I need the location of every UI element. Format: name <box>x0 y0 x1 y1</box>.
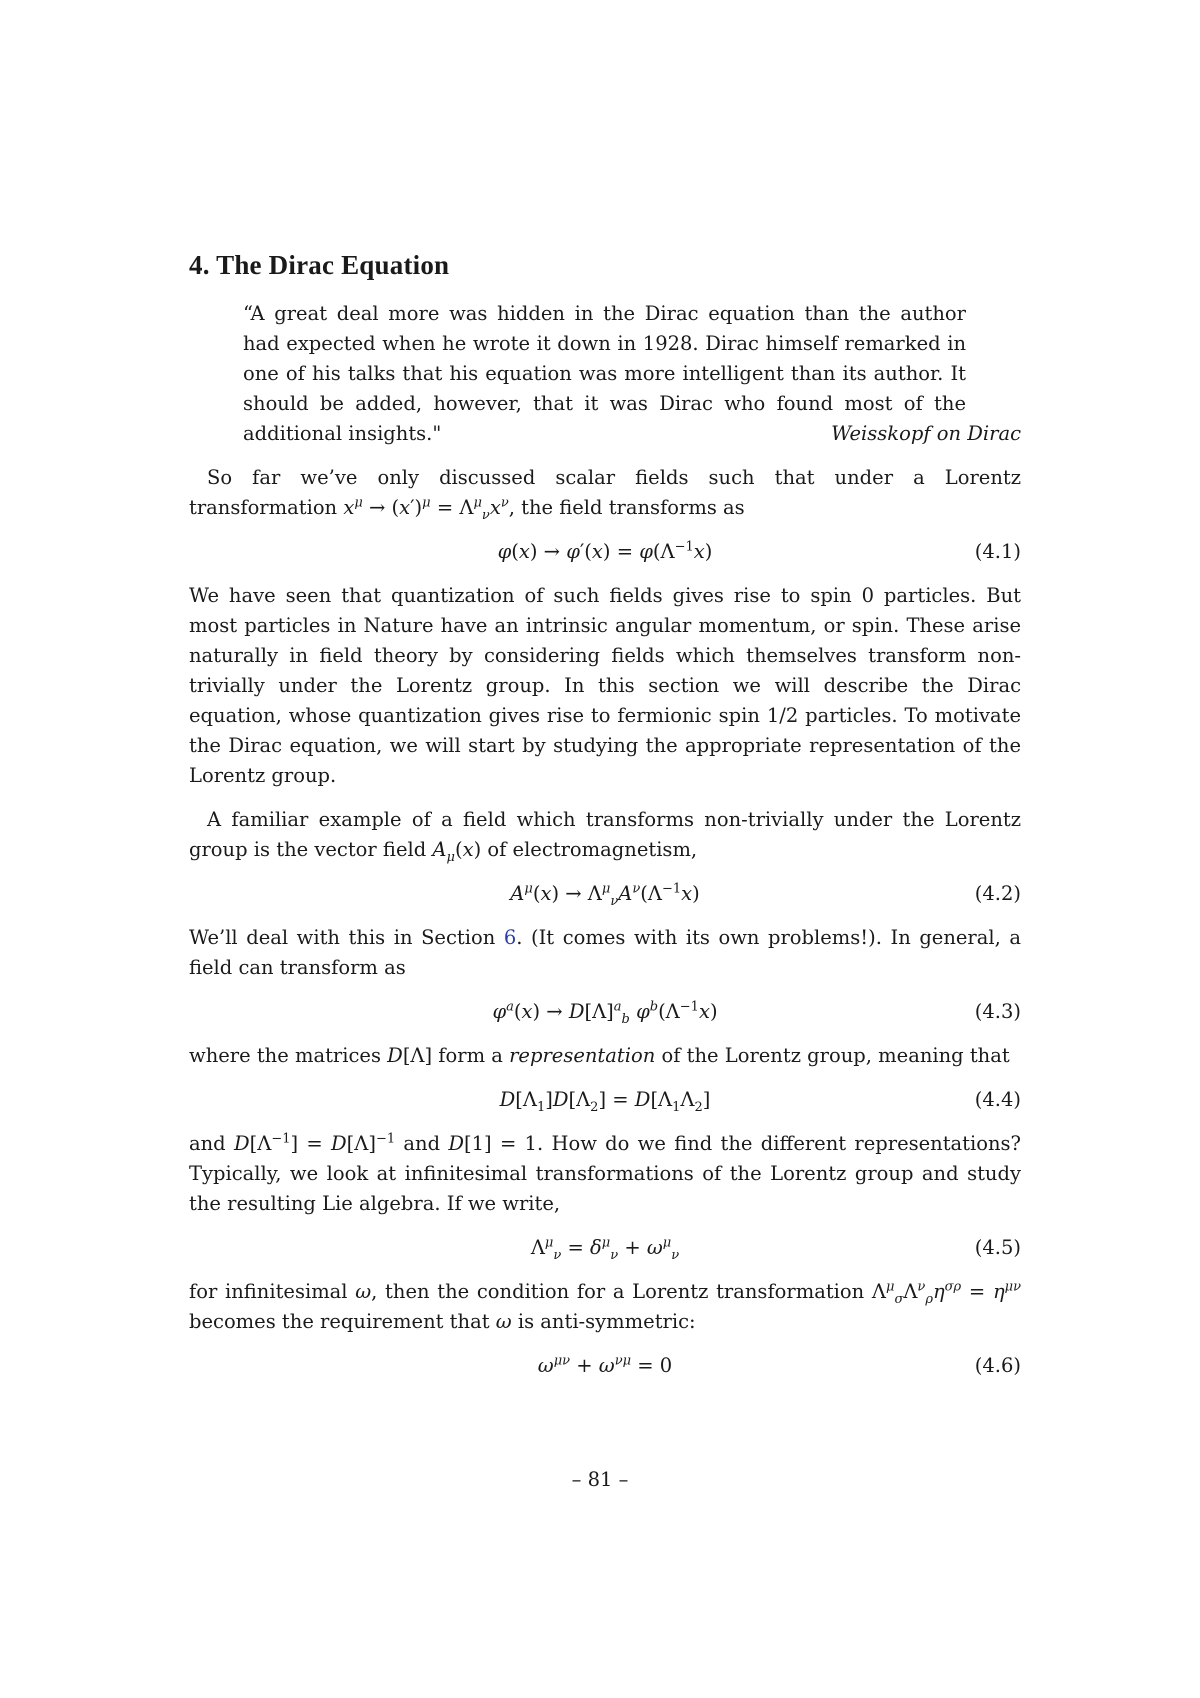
equation-4-6: $\omega^{\mu\nu} + \omega^{\nu\mu} = 0$ (4.6) <box>189 1351 1021 1381</box>
epigraph-text: “A great deal more was hidden in the Dirac equation than the author had expected when he wrote it down in 1928. Dirac himself remarked in one of his talks that his equation was more intelligent than its author. It should be added, however, that it was Dirac who found most of the additional insights." <box>243 302 966 445</box>
equation-4-4: $D[\Lambda_1]D[\Lambda_2] = D[\Lambda_1\Lambda_2]$ (4.4) <box>189 1085 1021 1115</box>
equation-number: (4.1) <box>974 540 1021 563</box>
paragraph: and $D[\Lambda^{-1}] = D[\Lambda]^{-1}$ and D[1] = 1. How do we find the different representations? Typically, we look at infinitesimal transformations of the Lorentz group and study the resulting Lie algebra. If we write, <box>189 1131 1022 1215</box>
epigraph-attribution: Weisskopf on Dirac <box>831 422 1021 445</box>
epigraph <box>243 299 1021 449</box>
paragraph: for infinitesimal ω, then the condition for a Lorentz transformation $\Lambda^\mu_\sigma\Lambda^\nu_\rho\eta^{\sigma\rho} = \eta^{\mu\nu}$ becomes the requirement that ω is anti-symmetric: <box>189 1279 1021 1333</box>
section-number: 4. <box>189 250 210 280</box>
section-heading <box>189 250 1021 281</box>
section-title: The Dirac Equation <box>216 250 450 280</box>
paragraph: A familiar example of a field which transforms non-trivially under the Lorentz group is the vector field $A_\mu(x)$ of electromagnetism, <box>189 808 1021 865</box>
paragraph: We have seen that quantization of such fields gives rise to spin 0 particles. But most particles in Nature have an intrinsic angular momentum, or spin. These arise naturally in field theory by considering fields which themselves transform non-trivially under the Lorentz group. In this section we will describe the Dirac equation, whose quantization gives rise to fermionic spin 1/2 particles. To motivate the Dirac equation, we will start by studying the appropriate representation of the Lorentz group. <box>189 584 1021 787</box>
section-link[interactable]: 6 <box>503 926 517 949</box>
page-content <box>189 250 1021 1395</box>
equation-number: (4.2) <box>974 882 1021 905</box>
equation-number: (4.4) <box>974 1088 1021 1111</box>
equation-4-3: $\varphi^a(x) \to D[\Lambda]^a_b$ $\varphi^b(\Lambda^{-1}x)$ (4.3) <box>189 997 1021 1027</box>
equation-4-2: $A^\mu(x) \to \Lambda^\mu_\nu A^\nu(\Lambda^{-1}x)$ (4.2) <box>189 879 1021 909</box>
paragraph: where the matrices D[Λ] form a representation of the Lorentz group, meaning that <box>189 1044 1010 1067</box>
equation-4-1: $\varphi(x) \to \varphi'(x) = \varphi(\Lambda^{-1}x)$ (4.1) <box>189 537 1021 567</box>
equation-number: (4.6) <box>974 1354 1021 1377</box>
equation-number: (4.3) <box>974 1000 1021 1023</box>
equation-4-5: $\Lambda^\mu_\nu = \delta^\mu_\nu + \omega^\mu_\nu$ (4.5) <box>189 1233 1021 1263</box>
paragraph: So far we’ve only discussed scalar fields such that under a Lorentz transformation $x^\mu \to (x')^\mu = \Lambda^\mu_\nu x^\nu$, the field transforms as <box>189 466 1021 523</box>
paragraph: We’ll deal with this in Section 6. (It comes with its own problems!). In general, a field can transform as <box>189 926 1021 979</box>
equation-number: (4.5) <box>974 1236 1021 1259</box>
page-number: – 81 – <box>571 1468 629 1491</box>
